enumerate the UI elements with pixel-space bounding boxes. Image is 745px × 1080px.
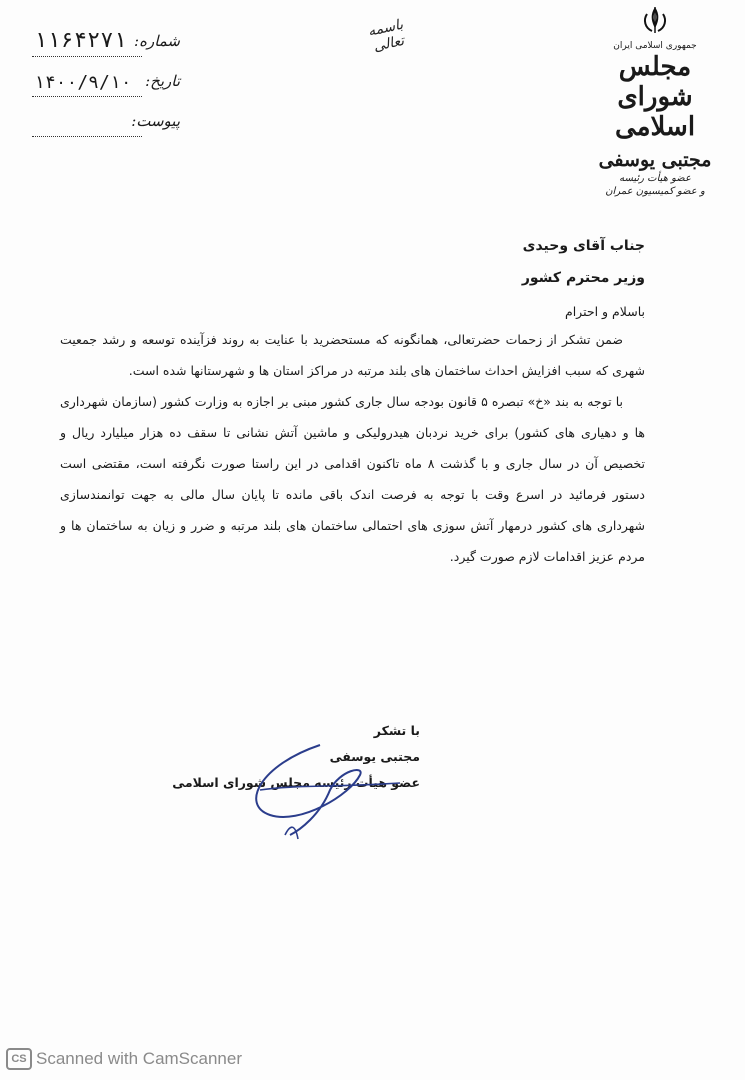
letter-body: [60, 230, 645, 572]
number-dotted-line: [32, 56, 142, 57]
attachment-label: پیوست:: [131, 112, 180, 130]
date-value: ۱۴۰۰/۹/۱۰: [34, 72, 132, 93]
paragraph-2: با توجه به بند «خ» تبصره ۵ قانون بودجه سال جاری کشور مبنی بر اجازه به وزارت کشور (سازمان شهرداری ها و دهیاری های کشور) برای خرید نردبان هیدرولیکی و ماشین آتش نشانی تا سقف ده هزار میلیارد ریال و تخصیص آن در سال جاری و با گذشت ۸ ماه تاکنون اقدامی در این راستا صورت نگرفته است، مقتضی است دستور فرمائید در اسرع وقت با توجه به فرصت اندک باقی مانده تا پایان سال مالی به جهت توانمندسازی شهرداری های کشور درمهار آتش سوزی های احتمالی ساختمان های بلند مرتبه و ضرر و زیان به ساختمان ها و مردم عزیز اقدامات لازم صورت گیرد.: [60, 394, 645, 564]
camscanner-text: Scanned with CamScanner: [36, 1049, 243, 1068]
closing-name: مجتبی یوسفی: [329, 749, 420, 764]
closing-thanks: با تشکر: [373, 723, 420, 738]
closing-title: عضو هیأت رئیسه مجلس شورای اسلامی: [172, 775, 420, 790]
reference-date-row: [30, 68, 180, 108]
date-dotted-line: [32, 96, 142, 97]
attachment-dotted-line: [32, 136, 142, 137]
letterhead-role-1: عضو هیأت رئیسه: [619, 173, 691, 184]
reference-number-row: [30, 28, 180, 68]
letterhead-country: جمهوری اسلامی ایران: [613, 41, 697, 51]
number-label: شماره:: [134, 32, 180, 50]
number-value: ۱۱۶۴۲۷۱: [34, 28, 127, 53]
camscanner-watermark: [6, 1048, 242, 1070]
recipient-name: جناب آقای وحیدی: [522, 238, 645, 254]
paragraph-1: ضمن تشکر از زحمات حضرتعالی، همانگونه که مستحضرید با عنایت به روند فزآینده توسعه و رشد جمعیت شهری که سبب افزایش احداث ساختمان های بلند مرتبه در مراکز استان ها و شهرستانها شده است.: [60, 332, 645, 378]
letterhead: [585, 6, 725, 198]
handwritten-signature: [200, 735, 430, 845]
salutation: باسلام و احترام: [564, 304, 645, 319]
camscanner-logo-icon: CS: [6, 1048, 32, 1070]
iran-emblem-icon: [638, 6, 672, 36]
reference-block: [30, 28, 180, 148]
recipient-title: وزیر محترم کشور: [521, 270, 645, 286]
letterhead-institution: مجلس شورای اسلامی: [614, 52, 696, 142]
letterhead-name: مجتبی یوسفی: [598, 149, 712, 171]
reference-attachment-row: [30, 108, 180, 148]
basmala: باسمه تعالی: [366, 16, 406, 55]
letterhead-role-2: و عضو کمیسیون عمران: [605, 186, 705, 197]
date-label: تاریخ:: [145, 72, 180, 90]
